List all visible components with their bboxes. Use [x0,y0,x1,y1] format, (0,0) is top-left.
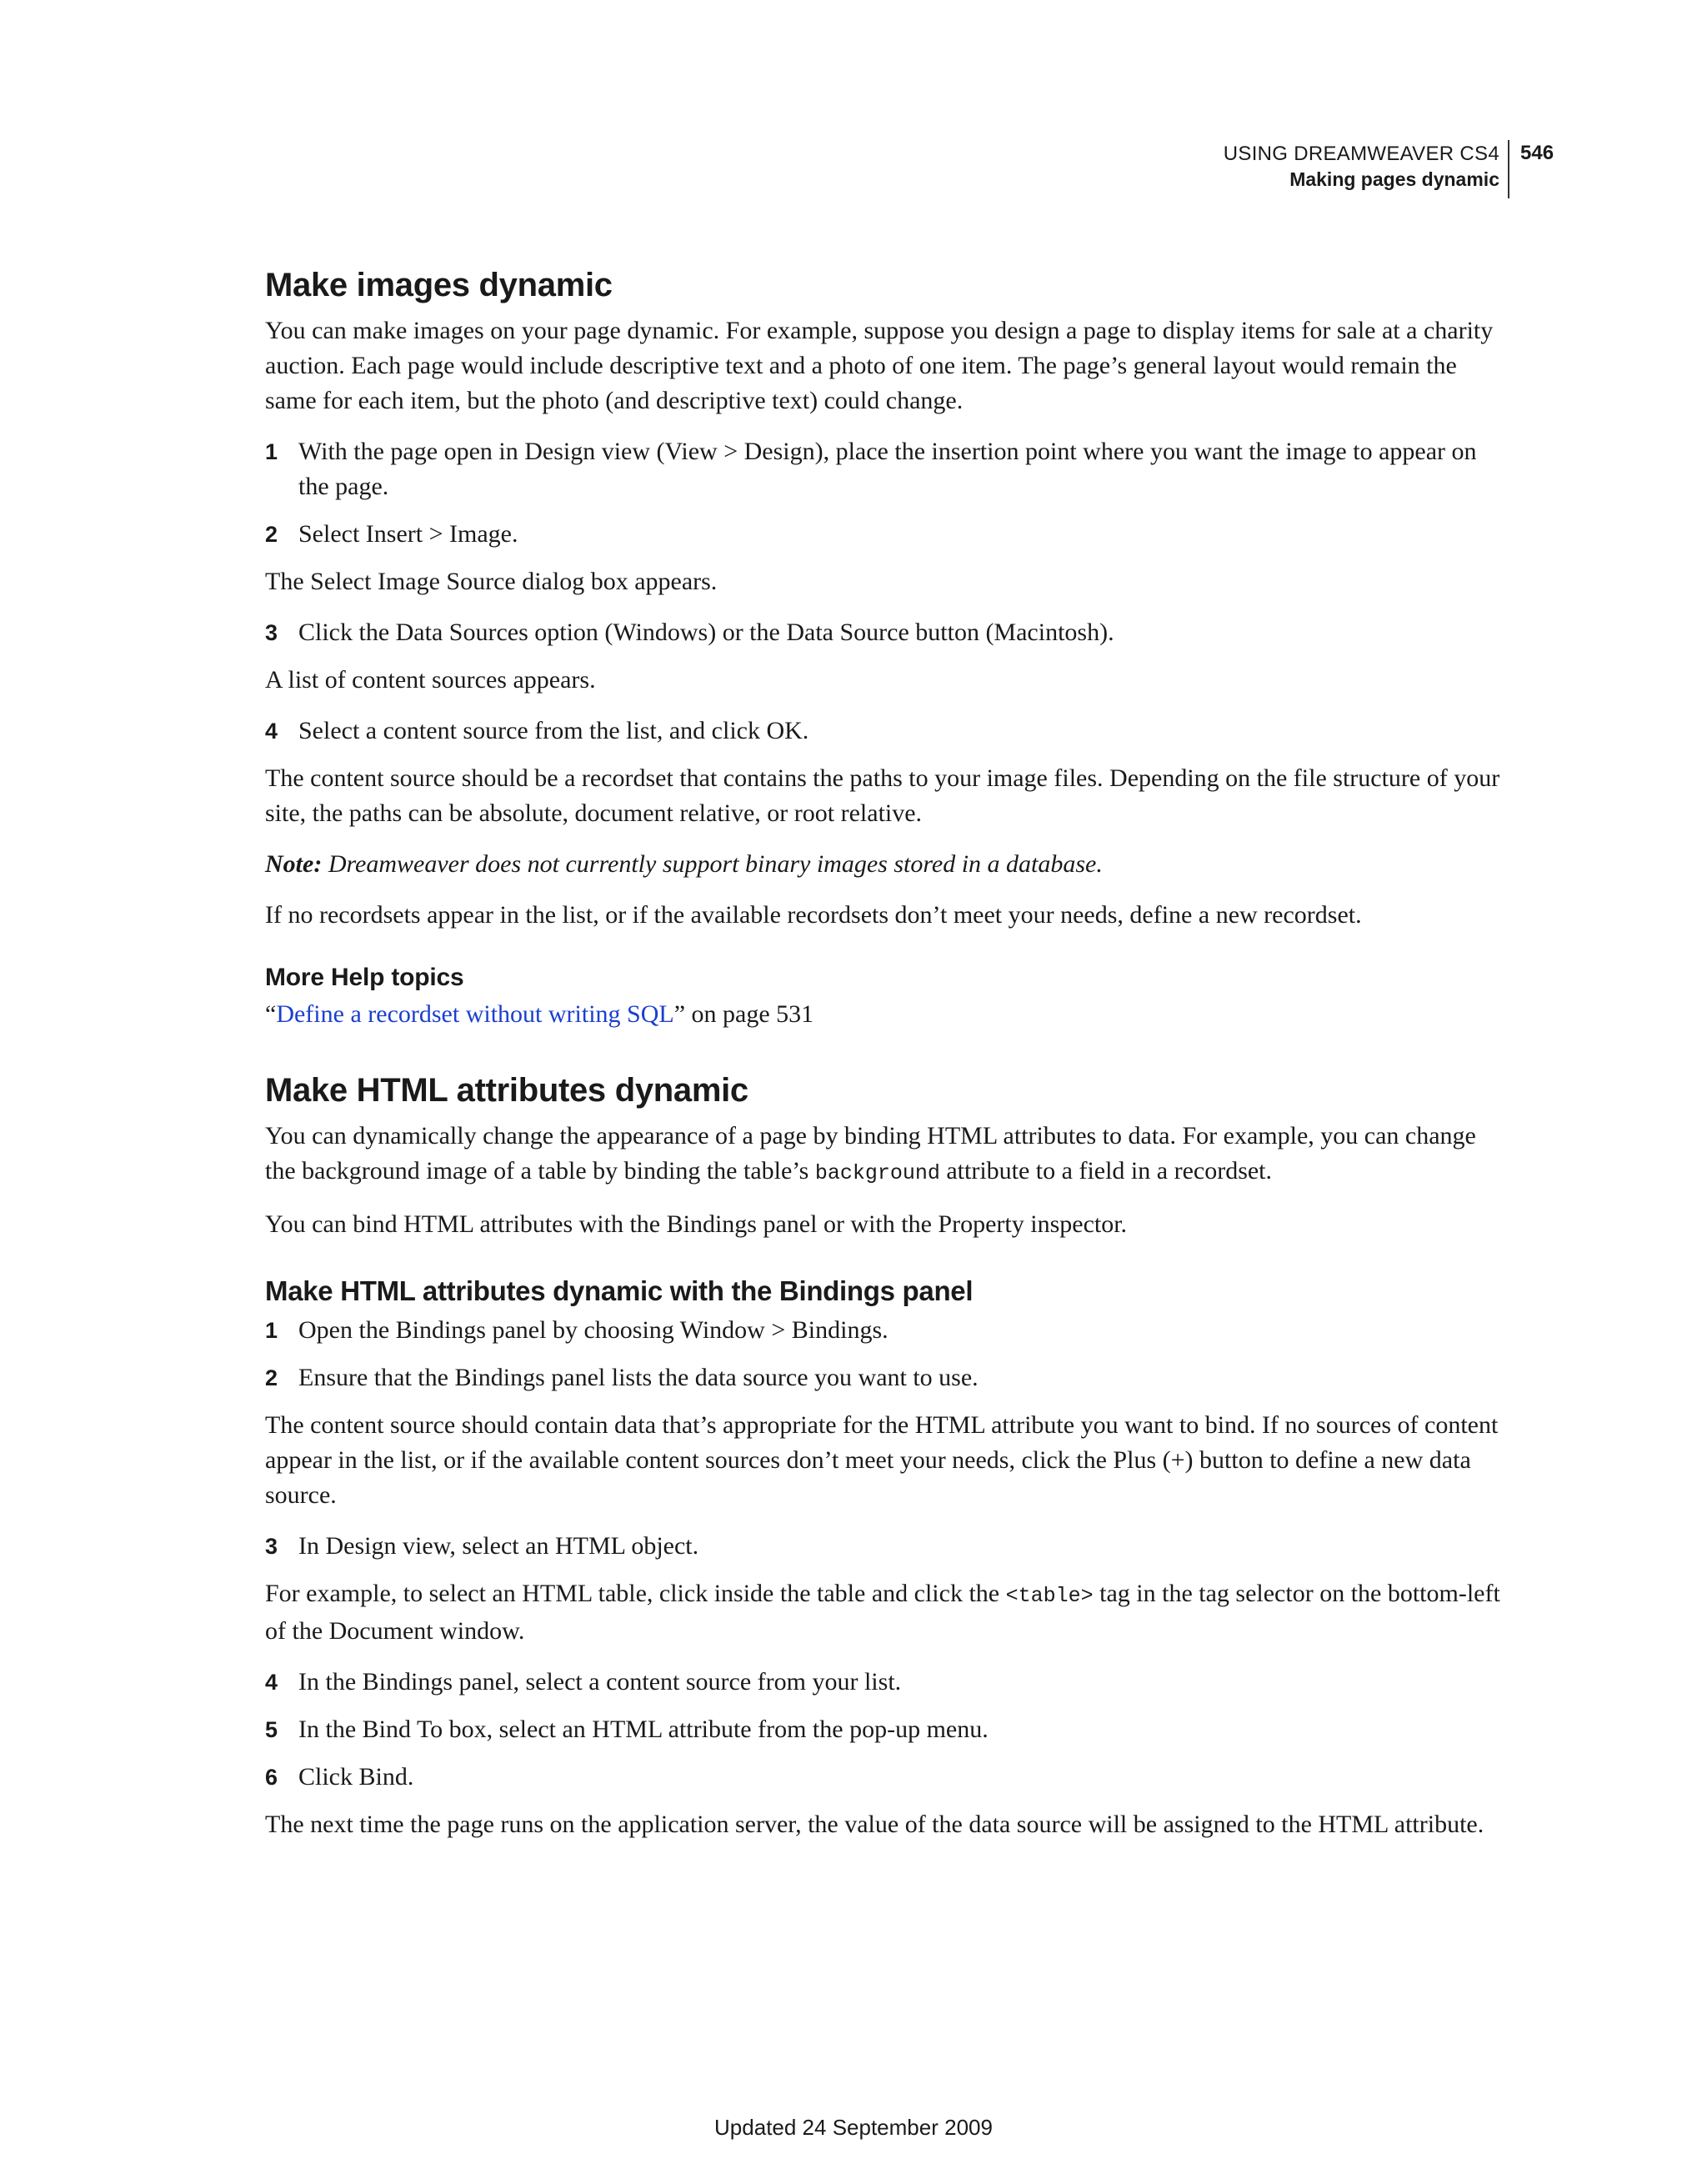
text-fragment: tag in the tag selector on the bottom-left of the Document window. [265,1579,1500,1645]
step-text: In Design view, select an HTML object. [298,1531,699,1560]
step-number: 3 [265,620,278,645]
text-fragment: attribute to a field in a recordset. [939,1157,1273,1185]
step-2 [265,517,1507,552]
heading-bindings-panel: Make HTML attributes dynamic with the Bindings panel [265,1275,974,1306]
note-label: Note: [265,850,323,878]
step-number: 1 [265,439,278,464]
book-title: USING DREAMWEAVER CS4 [1223,143,1499,165]
paragraph-attributes-intro [265,1119,1507,1191]
footer-updated: Updated 24 September 2009 [714,2115,993,2140]
step-number: 3 [265,1533,278,1559]
step-number: 1 [265,1317,278,1343]
step-number: 5 [265,1716,278,1742]
step-number: 2 [265,522,278,547]
heading-more-help-topics: More Help topics [265,964,464,991]
note-text: Dreamweaver does not currently support binary images stored in a database. [322,850,1103,878]
page-number: 546 [1520,142,1554,164]
heading-make-html-attributes-dynamic: Make HTML attributes dynamic [265,1072,748,1109]
step-1 [265,434,1507,504]
running-header [1224,140,1509,198]
page-reference: ” on page 531 [673,1000,814,1028]
step-text: In the Bindings panel, select a content source from your list. [298,1667,902,1696]
link-define-recordset[interactable]: Define a recordset without writing SQL [276,1000,674,1028]
note [265,847,1507,882]
heading-make-images-dynamic: Make images dynamic [265,267,613,303]
step-number: 6 [265,1764,278,1790]
step-text: Click Bind. [298,1762,414,1791]
paragraph-no-recordsets: If no recordsets appear in the list, or if the available recordsets don’t meet your needs, define a new recordset. [265,901,1362,929]
step-4 [265,1665,1507,1700]
step-5 [265,1712,1507,1747]
paragraph-bind-options: You can bind HTML attributes with the Bindings panel or with the Property inspector. [265,1210,1128,1238]
open-quote: “ [265,1000,277,1028]
paragraph-content-appropriate: The content source should contain data that’s appropriate for the HTML attribute you want to bind. If no sources of content appear in the list, or if the available content sources don’t meet your needs, click the Plus (+) button to define a new data source. [265,1410,1499,1509]
step-text: Open the Bindings panel by choosing Window > Bindings. [298,1315,889,1344]
step-6 [265,1760,1507,1795]
step-number: 4 [265,719,278,744]
text-fragment: For example, to select an HTML table, click inside the table and click the [265,1579,1006,1607]
step-text: Select Insert > Image. [298,520,518,548]
page-content [265,265,1507,1858]
step-text: With the page open in Design view (View > Design), place the insertion point where you want the image to appear on the page. [298,438,1477,500]
step-4 [265,714,1507,749]
paragraph-images-intro: You can make images on your page dynamic. For example, suppose you design a page to display items for sale at a charity auction. Each page would include descriptive text and a photo of one item. The page’s general layout would remain the same for each item, but the photo (and descriptive text) could change. [265,317,1494,414]
text-fragment: You can dynamically change the appearance of a page by binding HTML attributes to data. For example, you can change the background image of a table by binding the table’s [265,1122,1476,1185]
step-text: Ensure that the Bindings panel lists the data source you want to use. [298,1363,979,1391]
step-number: 4 [265,1669,278,1695]
code-background: background [814,1161,940,1185]
code-table-tag: <table> [1005,1583,1094,1608]
step-text: In the Bind To box, select an HTML attribute from the pop-up menu. [298,1715,989,1743]
paragraph-select-table [265,1576,1507,1649]
chapter-title: Making pages dynamic [1289,168,1499,190]
step-3 [265,1529,1507,1564]
step-2 [265,1360,1507,1395]
step-3 [265,615,1507,650]
step-text: Select a content source from the list, and click OK. [298,717,809,744]
paragraph-list-appears: A list of content sources appears. [265,666,596,694]
paragraph-dialog-appears: The Select Image Source dialog box appears. [265,568,718,595]
paragraph-content-source: The content source should be a recordset that contains the paths to your image files. Depending on the file structure of your site, the paths can be absolute, document relative, or root relative. [265,764,1500,827]
paragraph-next-time: The next time the page runs on the application server, the value of the data source will be assigned to the HTML attribute. [265,1810,1484,1838]
step-number: 2 [265,1365,278,1390]
step-text: Click the Data Sources option (Windows) or the Data Source button (Macintosh). [298,619,1114,646]
related-topic [265,997,1507,1032]
step-1 [265,1313,1507,1348]
